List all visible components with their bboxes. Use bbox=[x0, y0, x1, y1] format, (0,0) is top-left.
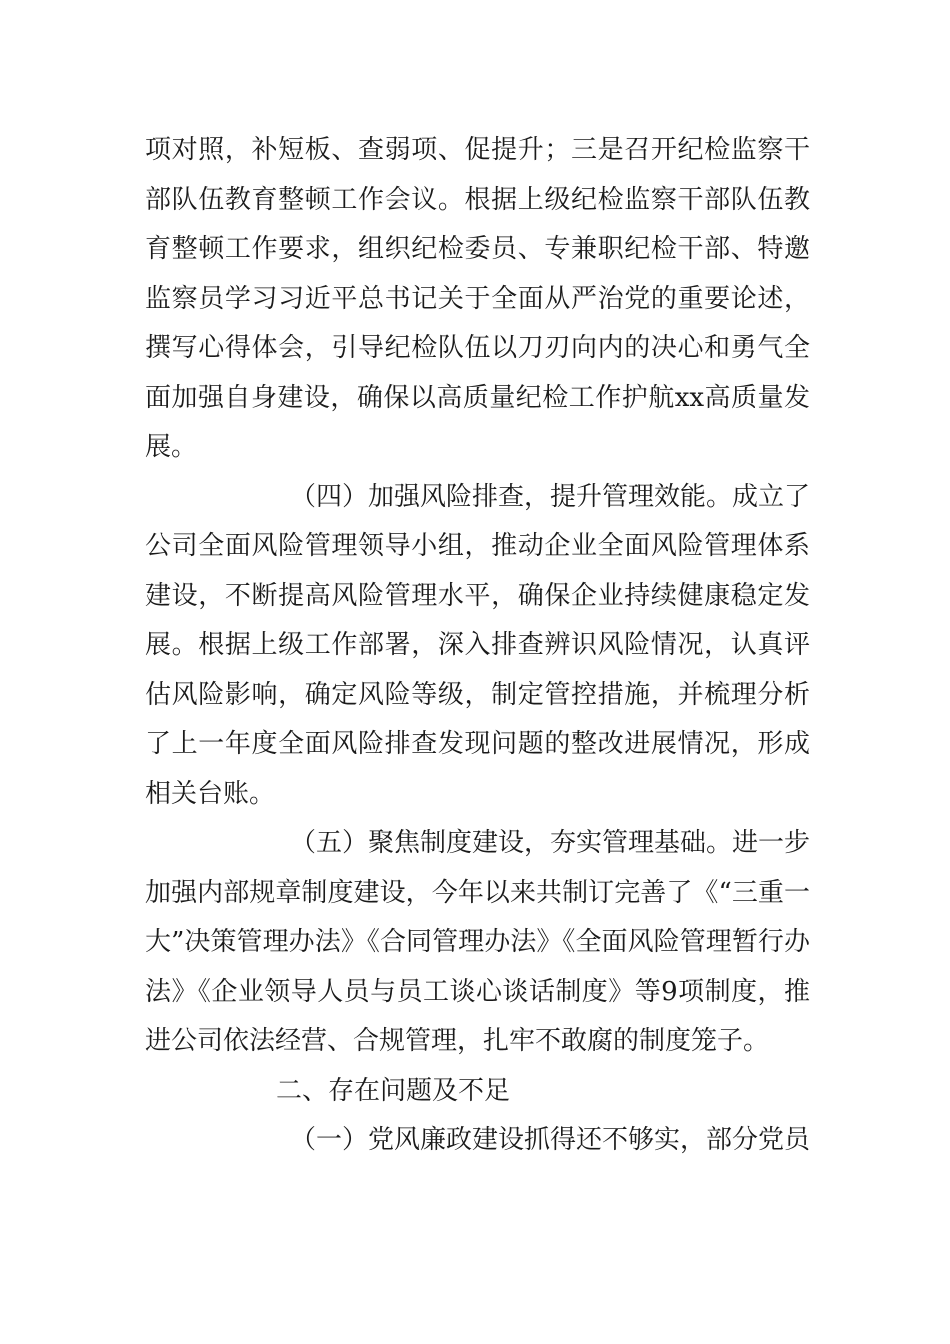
section-heading-problems: 二、存在问题及不足 bbox=[276, 1075, 511, 1106]
paragraph-risk-screening: （四）加强风险排查，提升管理效能。成立了公司全面风险管理领导小组，推动企业全面风险管理体系建设，不断提高风险管理水平，确保企业持续健康稳定发展。根据上级工作部署，深入排查辨识风险情况，认真评估风险影响，确定风险等级，制定管控措施，并梳理分析了上一年度全面风险排查发现问题的整改进展情况，形成相关台账。 bbox=[145, 481, 811, 809]
paragraph-system-building: （五）聚焦制度建设，夯实管理基础。进一步加强内部规章制度建设，今年以来共制订完善了《“三重一大”决策管理办法》《合同管理办法》《全面风险管理暂行办法》《企业领导人员与员工谈心谈话制度》等9项制度，推进公司依法经营、合规管理，扎牢不敢腐的制度笼子。 bbox=[145, 828, 811, 1056]
sub-heading-party-conduct: （一）党风廉政建设抓得还不够实，部分党员 bbox=[290, 1125, 811, 1155]
document-body bbox=[145, 126, 810, 1166]
paragraph-discipline-inspection: 项对照，补短板、查弱项、促提升；三是召开纪检监察干部队伍教育整顿工作会议。根据上级纪检监察干部队伍教育整顿工作要求，组织纪检委员、专兼职纪检干部、特邀监察员学习习近平总书记关于全面从严治党的重要论述，撰写心得体会，引导纪检队伍以刀刃向内的决心和勇气全面加强自身建设，确保以高质量纪检工作护航xx高质量发展。 bbox=[145, 135, 810, 462]
